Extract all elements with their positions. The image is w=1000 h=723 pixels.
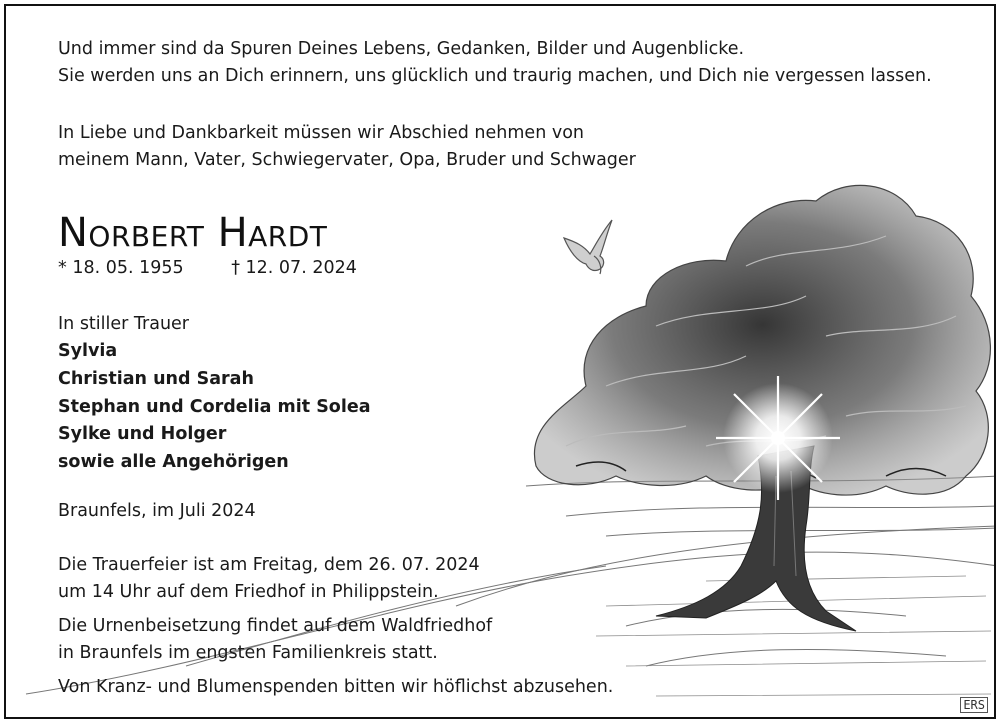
intro-line-1: In Liebe und Dankbarkeit müssen wir Abschied nehmen von — [58, 123, 585, 143]
intro-line-2: meinem Mann, Vater, Schwiegervater, Opa, Bruder und Schwager — [58, 150, 636, 170]
poem-line-1: Und immer sind da Spuren Deines Lebens, Gedanken, Bilder und Augenblicke. — [58, 39, 745, 59]
place-date: Braunfels, im Juli 2024 — [58, 501, 256, 521]
mourner-name: Sylvia — [58, 341, 118, 361]
poem-line-2: Sie werden uns an Dich erinnern, uns glücklich und traurig machen, und Dich nie vergessen lassen. — [58, 66, 932, 86]
funeral-line-1: Die Trauerfeier ist am Freitag, dem 26. 07. 2024 — [58, 555, 480, 575]
artist-signature: ERS — [960, 697, 988, 713]
mourner-name: sowie alle Angehörigen — [58, 452, 289, 472]
funeral-line-5: Von Kranz- und Blumenspenden bitten wir höflichst abzusehen. — [58, 677, 614, 697]
obituary-card — [4, 4, 996, 719]
life-dates — [58, 258, 357, 278]
death-date: † 12. 07. 2024 — [231, 258, 357, 278]
birth-date: * 18. 05. 1955 — [58, 258, 184, 278]
mourner-name: Stephan und Cordelia mit Solea — [58, 397, 371, 417]
mourner-name: Christian und Sarah — [58, 369, 254, 389]
dove-icon — [564, 220, 612, 274]
funeral-line-2: um 14 Uhr auf dem Friedhof in Philippstein. — [58, 582, 439, 602]
mourner-name: Sylke und Holger — [58, 424, 227, 444]
deceased-name — [58, 208, 327, 258]
funeral-line-4: in Braunfels im engsten Familienkreis statt. — [58, 643, 438, 663]
star-glow-icon — [716, 376, 840, 500]
funeral-line-3: Die Urnenbeisetzung findet auf dem Waldfriedhof — [58, 616, 493, 636]
first-name: Norbert — [58, 210, 205, 256]
last-name: Hardt — [217, 210, 328, 256]
mourners-heading: In stiller Trauer — [58, 314, 189, 334]
